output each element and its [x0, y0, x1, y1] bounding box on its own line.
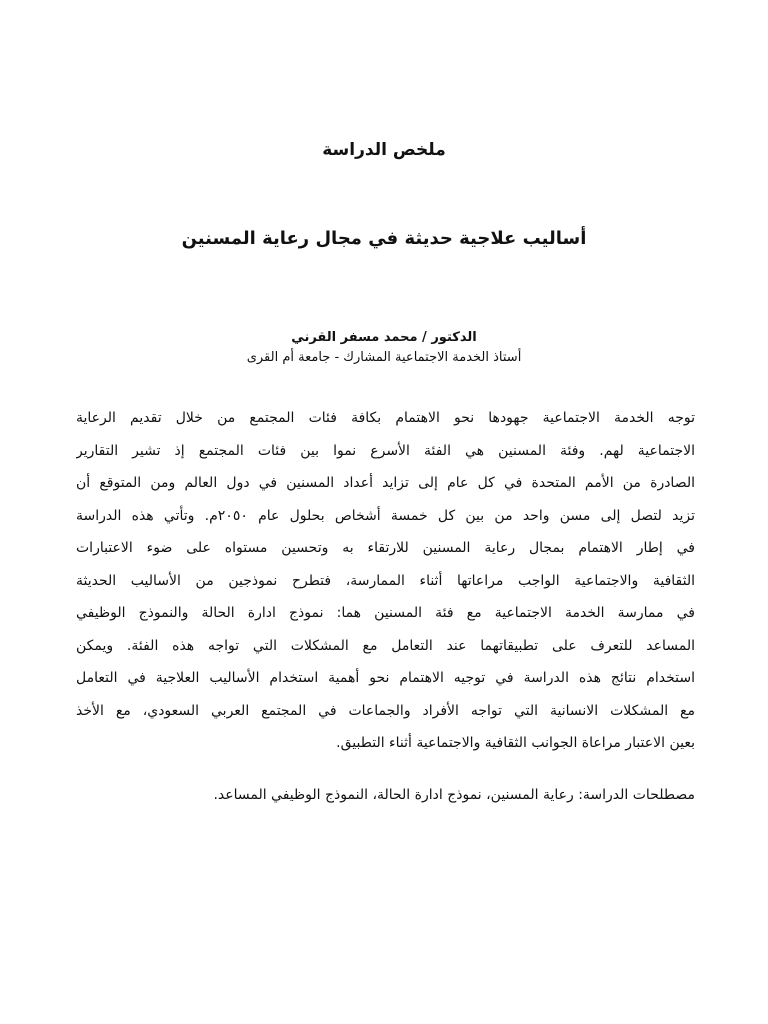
- abstract-line: في ممارسة الخدمة الاجتماعية مع فئة المسنين هما: نموذج ادارة الحالة والنموذج الوظيفي: [76, 605, 695, 621]
- abstract-line: في إطار الاهتمام بمجال رعاية المسنين للارتقاء به وتحسين مستواه على ضوء الاعتبارات: [76, 540, 695, 556]
- abstract-line: المساعد للتعرف على تطبيقاتهما عند التعامل مع المشكلات التي تواجه هذه الفئة. ويمكن: [76, 637, 695, 654]
- abstract-paragraph: [76, 402, 695, 760]
- abstract-line: توجه الخدمة الاجتماعية جهودها نحو الاهتمام بكافة فئات المجتمع من خلال تقديم الرعاية: [76, 410, 695, 426]
- abstract-line: الثقافية والاجتماعية الواجب مراعاتها أثناء الممارسة، فتطرح نموذجين من الأساليب الحديثة: [76, 572, 695, 589]
- abstract-line: الاجتماعية لهم. وفئة المسنين هي الفئة الأسرع نموا بين فئات المجتمع إذ تشير التقارير: [76, 442, 695, 459]
- author-block: [0, 328, 768, 368]
- abstract-line: الصادرة من الأمم المتحدة في كل عام إلى تزايد أعداد المسنين في دول العالم ومن المتوقع أن: [76, 475, 695, 491]
- author-name: الدكتور / محمد مسفر القرني: [291, 330, 477, 345]
- abstract-line: مع المشكلات الانسانية التي تواجه الأفراد والجماعات في المجتمع العربي السعودي، مع الأخذ: [76, 702, 695, 719]
- keywords-line: مصطلحات الدراسة: رعاية المسنين، نموذج ادارة الحالة، النموذج الوظيفي المساعد.: [213, 787, 695, 803]
- author-affiliation: أستاذ الخدمة الاجتماعية المشارك - جامعة أم القرى: [246, 350, 522, 365]
- abstract-line: استخدام نتائج هذه الدراسة في توجيه الاهتمام نحو أهمية استخدام الأساليب العلاجية في التعامل: [76, 670, 695, 686]
- document-title: أساليب علاجية حديثة في مجال رعاية المسنين: [181, 228, 587, 249]
- section-title: ملخص الدراسة: [322, 140, 446, 160]
- abstract-line: تزيد لتصل إلى مسن واحد من بين كل خمسة أشخاص بحلول عام ٢٠٥٠م. وتأتي هذه الدراسة: [76, 507, 695, 524]
- abstract-line: بعين الاعتبار مراعاة الجوانب الثقافية والاجتماعية أثناء التطبيق.: [336, 735, 695, 751]
